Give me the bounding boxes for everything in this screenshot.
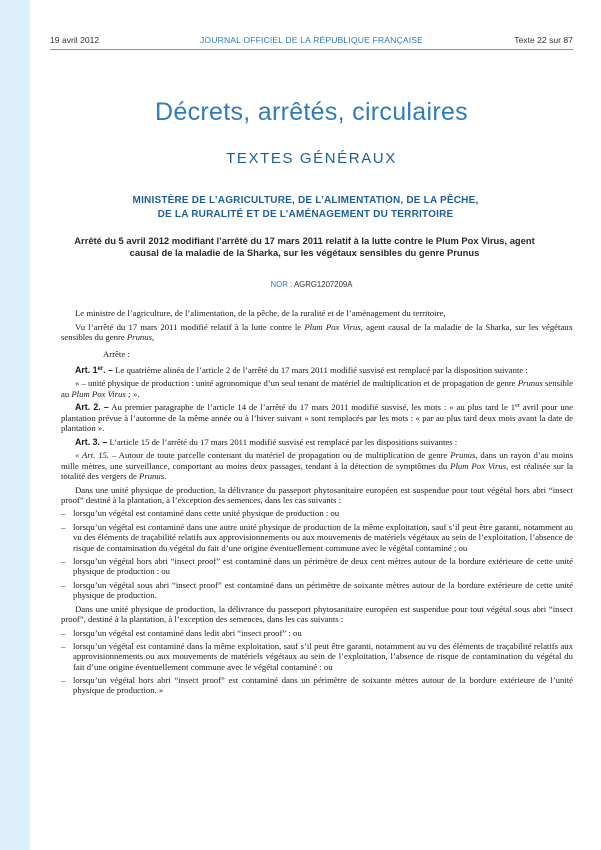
suspension-list-2	[61, 628, 573, 696]
visa-paragraph: Vu l’arrêté du 17 mars 2011 modifié relatif à la lutte contre le Plum Pox Virus, agent causal de la maladie de la Sharka, sur les végétaux sensibles du genre Prunus,	[61, 321, 573, 342]
nor-reference	[50, 280, 573, 289]
list-item: – lorsqu’un végétal est contaminé dans la même exploitation, sauf s’il peut être garanti, notamment au vu des éléments de traçabilité relatifs aux approvisionnements ou aux mouvements de matériels végétaux au sein de l’exploitation, l’absence de risque de contamination du végétal du fait d’une origine éventuellement commune avec le végétal contaminé : ou	[61, 641, 573, 672]
section-title: Décrets, arrêtés, circulaires	[155, 98, 468, 126]
article-3-label: Art. 3. –	[75, 436, 108, 447]
ministry-line-1: MINISTÈRE DE L’AGRICULTURE, DE L’ALIMENTATION, DE LA PÊCHE,	[132, 195, 479, 206]
header-journal-title: JOURNAL OFFICIEL DE LA RÉPUBLIQUE FRANÇAISE	[199, 35, 424, 45]
decree-title: Arrêté du 5 avril 2012 modifiant l’arrêté du 17 mars 2011 relatif à la lutte contre le Plum Pox Virus, agent causal de la maladie de la Sharka, sur les végétaux sensibles du genre Prunus	[74, 235, 535, 258]
article-3: Art. 3. – L’article 15 de l’arrêté du 17 mars 2011 modifié susvisé est remplacé par les dispositions suivantes :	[75, 436, 458, 447]
suspension-list-1	[61, 508, 573, 600]
section-subtitle: TEXTES GÉNÉRAUX	[226, 150, 397, 167]
header-date: 19 avril 2012	[50, 35, 100, 45]
article-1-quote: « – unité physique de production : unité agronomique d’un seul tenant de matériel de multiplication et de propagation de genre Prunus sensible au Plum Pox Virus ; ».	[61, 378, 573, 399]
ministry-heading	[70, 194, 541, 222]
nor-code: AGRG1207209A	[293, 280, 353, 289]
header-text-number: Texte 22 sur 87	[514, 35, 573, 45]
article-1-label: Art. 1er. –	[75, 364, 113, 375]
page-header	[50, 35, 573, 47]
suspension-paragraph-2: Dans une unité physique de production, la délivrance du passeport phytosanitaire européen est suspendue pour tout végétal sous abri “insect proof”, destiné à la plantation, à l’exception des semences, dans les cas suivants :	[61, 603, 573, 624]
suspension-paragraph-1: Dans une unité physique de production, la délivrance du passeport phytosanitaire européen est suspendue pour tout végétal hors abri “insect proof” destiné à la plantation, à l’exception des semences, dans les cas suivants :	[61, 484, 573, 505]
article-1: Art. 1er. – Le quatrième alinéa de l’article 2 de l’arrêté du 17 mars 2011 modifié susvisé est remplacé par la disposition suivante :	[75, 364, 528, 375]
article-15-quote: « Art. 15. – Autour de toute parcelle contenant du matériel de propagation ou de multiplication de genre Prunus, dans un rayon d’au moins mille mètres, une surveillance, comportant au moins deux passages, tendant à la détection de symptômes du Plum Pox Virus, est réalisée sur la totalité des vergers de Prunus.	[61, 450, 574, 481]
list-item: – lorsqu’un végétal est contaminé dans cette unité physique de production : ou	[61, 508, 340, 519]
arrete-line: Arrête :	[103, 349, 130, 360]
list-item: – lorsqu’un végétal est contaminé dans une autre unité physique de production de la même exploitation, sauf s’il peut être garanti, notamment au vu des éléments de traçabilité relatifs aux approvisionnements ou aux mouvements de matériels végétaux au sein de l’exploitation, l’absence de risque de contamination du végétal du fait d’une origine éventuellement commune avec le végétal contaminé ; ou	[61, 521, 573, 553]
page-margin-band	[0, 0, 30, 850]
nor-label: NOR :	[270, 280, 293, 289]
ministry-line-2: DE LA RURALITÉ ET DE L’AMÉNAGEMENT DU TERRITOIRE	[157, 209, 454, 220]
list-item: – lorsqu’un végétal sous abri “insect proof” est contaminé dans un périmètre de soixante mètres autour de la bordure extérieure de cette unité physique de production.	[61, 579, 573, 601]
intro-paragraph: Le ministre de l’agriculture, de l’alimentation, de la pêche, de la ruralité et de l’aménagement du territoire,	[75, 308, 446, 318]
list-item: – lorsqu’un végétal hors abri “insect proof” est contaminé dans un périmètre de soixante mètres autour de la bordure extérieure de l’unité physique de production. »	[61, 675, 573, 696]
list-item: – lorsqu’un végétal est contaminé dans ledit abri “insect proof” : ou	[61, 627, 302, 638]
article-2-label: Art. 2. –	[75, 402, 109, 413]
list-item: – lorsqu’un végétal hors abri “insect proof” est contaminé dans un périmètre de deux cent mètres autour de la bordure extérieure de cette unité physique de production : ou	[61, 556, 573, 577]
header-divider	[50, 49, 573, 50]
document-body	[61, 308, 573, 699]
article-2: Art. 2. – Au premier paragraphe de l’article 14 de l’arrêté du 17 mars 2011 modifié susvisé, les mots : « au plus tard le 1er avril pour une plantation prévue à l’automne de la même année ou à l’hiver suivant » sont remplacés par les mots : « par au plus tard deux mois avant la date de plantation ».	[61, 402, 573, 433]
